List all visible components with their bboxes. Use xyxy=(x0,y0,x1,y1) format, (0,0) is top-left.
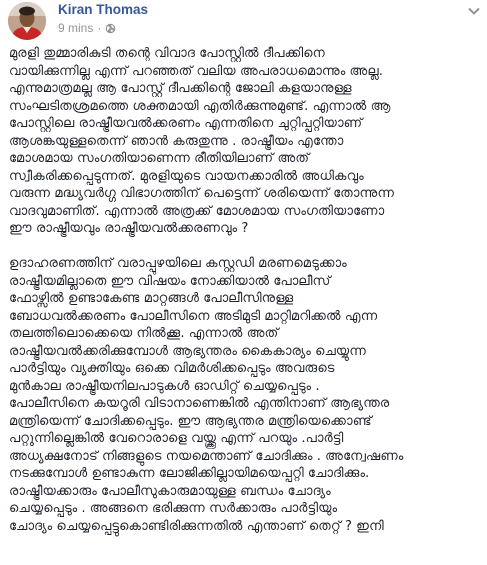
post-text-line: പറ്റുന്നില്ലെങ്കിൽ വേറൊരാളെ വയ്ക്കൂ എന്ന് പറയും .പാർട്ടി xyxy=(9,431,344,446)
post-header xyxy=(0,0,487,40)
post-text-line: വായിക്കുന്നില്ല എന്ന് പറഞ്ഞത് വലിയ അപരാധമൊന്നും അല്ല. xyxy=(9,63,383,79)
post-text-line: ബോധവൽക്കരണം പോലീസിനെ അടിമുടി മാറ്റിമറിക്കൽ എന്ന xyxy=(9,308,378,324)
post-text-line: മുരളി തുമ്മാരികുടി തന്റെ വിവാദ പോസ്റ്റിൽ ദീപക്കിനെ xyxy=(9,46,325,61)
post-text-line: മോശമായ സംഗതിയാണെന്ന രീതിയിലാണ് അത് xyxy=(9,151,310,166)
post-text-line: രാഷ്ട്രീയമില്ലാതെ ഈ വിഷയം നോക്കിയാൽ പോലീസ് xyxy=(9,273,331,289)
post-text-line: പാർട്ടിയും വ്യക്തിയും ഒക്കെ വിമർശിക്കപ്പെടും അവരുടെ xyxy=(9,361,335,376)
post-text-line: വാദവുമാണിത്. എന്നാൽ അത്രക്ക് മോശമായ സംഗതിയാണോ xyxy=(9,203,385,219)
post-text-line: ചോദ്യം ചെയ്യപ്പെട്ടുകൊണ്ടിരിക്കുന്നതിൽ എന്താണ് തെറ്റ് ? ഇനി xyxy=(9,518,384,534)
globe-icon[interactable] xyxy=(105,23,116,34)
post-text-line: സംഘടിതശ്രമത്തെ ശക്തമായി എതിർക്കുന്നുമുണ്ട്. എന്നാൽ ആ xyxy=(9,98,391,114)
profile-photo xyxy=(8,2,46,40)
post-body xyxy=(9,45,479,565)
post-text-line: പോലീസിനെ കയറൂരി വിടാനാണെങ്കിൽ എന്തിനാണ് ആഭ്യന്തര xyxy=(9,396,390,411)
post-text-line: ചെയ്യപ്പെടും . അങ്ങനെ ഭരിക്കുന്ന സർക്കാരും പാർട്ടിയും xyxy=(9,501,338,516)
post-text-line: ഈ രാഷ്ട്രീയവും രാഷ്ട്രീയവൽക്കരണവും ? xyxy=(9,221,249,236)
post-text-line: മന്ത്രിയെന്ന് ചോദിക്കപ്പെടും. ഈ ആഭ്യന്തര മന്ത്രിയെക്കൊണ്ട് xyxy=(9,413,372,429)
post-text-line: എന്നുമാത്രമല്ല ആ പോസ്റ്റ് ദീപക്കിന്റെ ജോലി കളയാനുള്ള xyxy=(9,81,352,96)
post-text-line: രാഷ്ട്രീയവൽക്കരിക്കുമ്പോൾ ആഭ്യന്തരം കൈകാര്യം ചെയ്യുന്ന xyxy=(9,343,366,359)
post-text-line: അധ്യക്ഷനോട് നിങ്ങളുടെ നയമെന്താണ് ചോദിക്കും . അന്വേഷണം xyxy=(9,448,404,464)
post-text-line: രാഷ്ട്രീയക്കാരും പോലീസുകാരുമായുള്ള ബന്ധം ചോദ്യം xyxy=(9,483,331,499)
post-timestamp[interactable]: 9 mins xyxy=(58,21,94,35)
post-text-line: പോസ്റ്റിലെ രാഷ്ട്രീയവൽക്കരണം എന്നതിനെ ചുറ്റിപ്പറ്റിയാണ് xyxy=(9,116,363,131)
post-text-line: ഉദാഹരണത്തിന് വരാപ്പുഴയിലെ കസ്റ്റഡി മരണമെടുക്കാം xyxy=(9,256,347,271)
author-name[interactable]: Kiran Thomas xyxy=(58,2,149,17)
post-text-line: ഫോഴ്സിൽ ഉണ്ടാകേണ്ട മാറ്റങ്ങൾ പോലീസിനുള്ള xyxy=(9,291,294,306)
post-paragraph xyxy=(9,255,479,535)
post-text-line: തലത്തിലൊക്കെയെ നിൽക്കൂ. എന്നാൽ അത് xyxy=(9,326,279,341)
post-text-line: വരുന്ന മദ്ധ്യവർഗ്ഗ വിഭാഗത്തിന് പെട്ടെന്ന് ശരിയെന്ന് തോന്നുന്ന xyxy=(9,186,395,201)
post-text-line: നടക്കുമ്പോൾ ഉണ്ടാകുന്ന ലോജിക്കില്ലായിമയെപ്പറ്റി ചോദിക്കും. xyxy=(9,466,370,481)
post-text-line: സ്വീകരിക്കപ്പെടുന്നത്. മുരളിയുടെ വായനക്കാരിൽ അധികവും xyxy=(9,168,364,184)
avatar[interactable] xyxy=(8,2,46,40)
post-paragraph xyxy=(9,45,479,238)
chevron-down-icon[interactable] xyxy=(467,6,481,16)
post-text-line: ആശങ്കയുള്ളതെന്ന് ഞാൻ കരുതുന്നു . രാഷ്ട്രീയം എന്തോ xyxy=(9,133,344,149)
post-text-line: മുൻകാല രാഷ്ട്രീയനിലപാടുകൾ ഓഡിറ്റ് ചെയ്യപ്പെടും . xyxy=(9,378,320,394)
post-meta xyxy=(58,21,116,35)
meta-separator: · xyxy=(97,21,102,35)
